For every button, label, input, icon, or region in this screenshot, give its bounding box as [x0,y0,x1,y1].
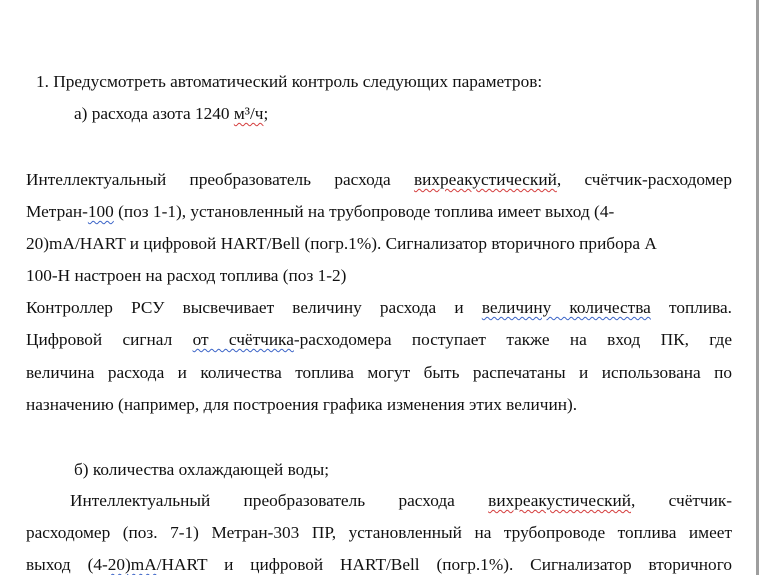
list-item-text: Предусмотреть автоматический контроль следующих параметров: [53,72,543,91]
text-run: Контроллер РСУ высвечивает величину расхода и [26,298,482,317]
sub-item-a-text: а) расхода азота 1240 [74,104,234,123]
paragraph-3-line-2: расходомер (поз. 7-1) Метран-303 ПР, установленный на трубопроводе топлива имеет [26,523,732,542]
spell-error: вихреакустический [413,170,557,189]
text-run: Интеллектуальный преобразователь расхода [70,491,489,510]
paragraph-2-line-3: величина расхода и количества топлива могут быть распечатаны и использована по [26,363,732,382]
spell-error: вихреакустический [488,491,632,510]
paragraph-3-line-1 [70,490,732,512]
spell-error: м³/ч [233,104,264,123]
paragraph-2-line-4: назначению (например, для построения графика изменения этих величин). [26,395,578,414]
grammar-mark: 100 [87,202,114,221]
grammar-mark: величину количества [481,298,651,317]
sub-item-b: б) количества охлаждающей воды; [74,460,329,479]
paragraph-1-line-4: 100-Н настроен на расход топлива (поз 1-2) [26,266,347,285]
paragraph-2-line-2 [26,329,732,351]
sub-item-a [74,103,759,125]
paragraph-2-line-1 [26,297,732,319]
grammar-mark: 20)mA [107,555,157,574]
text-run: выход (4- [26,555,108,574]
text-run: (поз 1-1), установленный на трубопроводе топлива имеет выход (4- [113,202,615,221]
paragraph-1-line-2 [26,201,732,223]
text-run: /HART и цифровой HART/Bell (погр.1%). Сигнализатор вторичного [156,555,732,574]
text-run: Интеллектуальный преобразователь расхода [26,170,414,189]
grammar-mark: от счётчика [192,330,294,349]
paragraph-3-line-3 [26,554,732,575]
paragraph-1-line-1 [26,169,732,191]
paragraph-1-line-3: 20)mA/HART и цифровой HART/Bell (погр.1%). Сигнализатор вторичного прибора А [26,234,657,253]
text-run: Метран- [26,202,88,221]
text-run: топлива. [650,298,733,317]
text-run: , счётчик- [631,491,733,510]
text-run: -расходомера поступает также на вход ПК, где [293,330,732,349]
text-run: , счётчик-расходомер [556,170,732,189]
sub-item-a-end: ; [263,104,269,123]
text-run: Цифровой сигнал [26,330,193,349]
list-item-1 [36,71,742,93]
list-number: 1. [36,72,49,91]
